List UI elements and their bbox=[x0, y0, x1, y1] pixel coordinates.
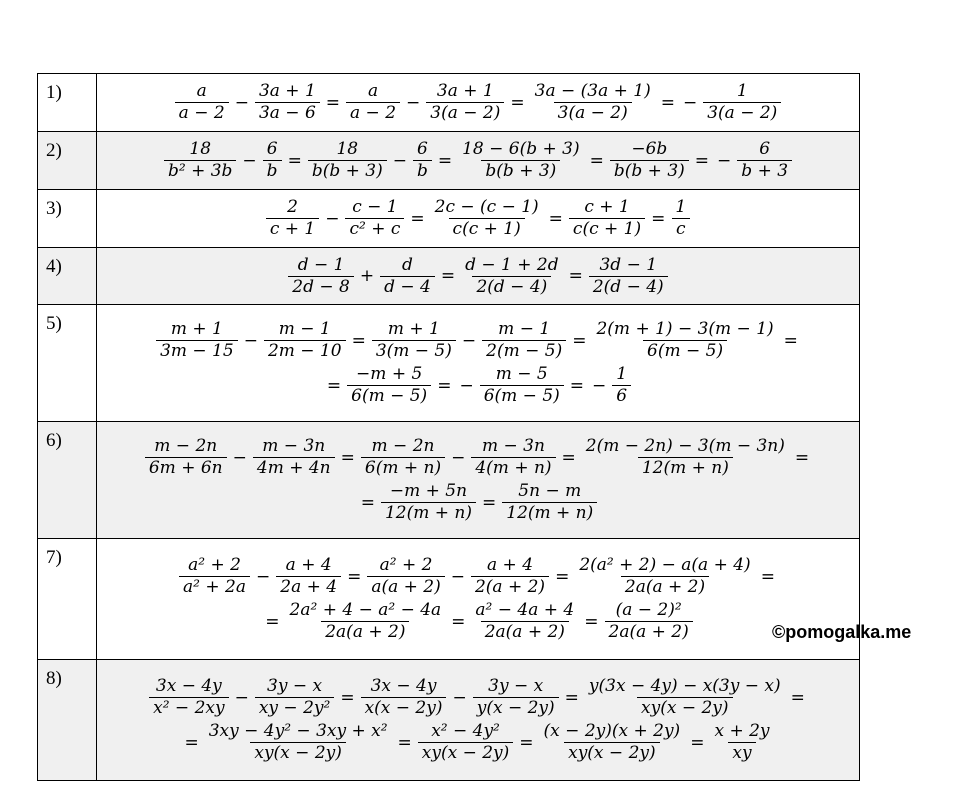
solution-expression bbox=[97, 190, 860, 248]
operator: = bbox=[584, 611, 599, 632]
numerator: x² − 4y² bbox=[431, 721, 500, 741]
numerator: 6 bbox=[759, 139, 771, 159]
numerator: 3xy − 4y² − 3xy + x² bbox=[208, 721, 388, 741]
fraction bbox=[540, 721, 685, 764]
numerator: 6 bbox=[417, 139, 428, 159]
fraction bbox=[589, 255, 668, 298]
fraction bbox=[473, 676, 559, 719]
operator: − bbox=[461, 330, 477, 351]
problem-row bbox=[38, 132, 860, 190]
operator: = bbox=[397, 732, 412, 753]
problem-row bbox=[38, 190, 860, 248]
equation-line bbox=[97, 81, 859, 124]
problem-number: 8) bbox=[38, 660, 97, 781]
numerator: m − 2n bbox=[154, 436, 218, 456]
fraction bbox=[381, 481, 476, 524]
operator: = bbox=[561, 447, 576, 468]
operator: − bbox=[234, 92, 249, 113]
denominator: 3m − 15 bbox=[156, 340, 238, 362]
numerator: 18 bbox=[189, 139, 212, 159]
solution-expression bbox=[97, 74, 860, 132]
numerator: (x − 2y)(x + 2y) bbox=[543, 721, 681, 741]
fraction bbox=[347, 364, 431, 407]
denominator: 3a − 6 bbox=[255, 102, 320, 124]
fraction bbox=[380, 255, 435, 298]
operator: − bbox=[392, 150, 407, 171]
denominator: 12(m + n) bbox=[502, 502, 597, 524]
operator: = bbox=[340, 687, 355, 708]
numerator: m − 1 bbox=[498, 319, 551, 339]
operator: = bbox=[694, 150, 710, 171]
denominator: xy bbox=[728, 742, 755, 764]
denominator: b + 3 bbox=[737, 160, 792, 182]
denominator: c(c + 1) bbox=[449, 218, 525, 240]
numerator: 3y − x bbox=[488, 676, 544, 696]
equation-line bbox=[97, 364, 859, 407]
fraction bbox=[205, 721, 392, 764]
denominator: x² − 2xy bbox=[149, 697, 228, 719]
equation-line bbox=[97, 676, 859, 719]
numerator: m − 1 bbox=[278, 319, 331, 339]
numerator: 3y − x bbox=[267, 676, 323, 696]
operator: = bbox=[510, 92, 525, 113]
fraction bbox=[345, 197, 404, 240]
denominator: a(a + 2) bbox=[367, 576, 444, 598]
fraction bbox=[502, 481, 597, 524]
numerator: m − 5 bbox=[495, 364, 548, 384]
problem-row bbox=[38, 660, 860, 781]
equation-line bbox=[97, 436, 859, 479]
equation-line bbox=[97, 197, 859, 240]
denominator: a² + 2a bbox=[179, 576, 250, 598]
watermark: ©pomogalka.me bbox=[772, 622, 912, 642]
operator: = bbox=[437, 150, 453, 171]
fraction bbox=[346, 81, 400, 124]
denominator: 6(m − 5) bbox=[347, 385, 431, 407]
numerator: a bbox=[196, 81, 207, 101]
numerator: 2(m + 1) − 3(m − 1) bbox=[596, 319, 774, 339]
denominator: a − 2 bbox=[175, 102, 229, 124]
fraction bbox=[710, 721, 773, 764]
fraction bbox=[149, 676, 228, 719]
fraction bbox=[367, 555, 444, 598]
solution-expression bbox=[97, 305, 860, 422]
operator: = bbox=[794, 447, 810, 468]
denominator: 12(m + n) bbox=[381, 502, 476, 524]
fraction bbox=[156, 319, 238, 362]
denominator: c bbox=[672, 218, 690, 240]
fraction bbox=[531, 81, 655, 124]
numerator: (a − 2)² bbox=[615, 600, 682, 620]
denominator: xy(x − 2y) bbox=[250, 742, 346, 764]
operator: = bbox=[184, 732, 199, 753]
numerator: 3x − 4y bbox=[155, 676, 222, 696]
denominator: 2a + 4 bbox=[276, 576, 341, 598]
fraction bbox=[372, 319, 456, 362]
numerator: a² + 2 bbox=[379, 555, 433, 575]
fraction bbox=[582, 436, 789, 479]
problem-number: 4) bbox=[38, 248, 97, 305]
denominator: 6 bbox=[612, 385, 631, 407]
solution-expression bbox=[97, 539, 860, 660]
denominator: a − 2 bbox=[346, 102, 400, 124]
numerator: 6 bbox=[266, 139, 278, 159]
fraction bbox=[737, 139, 792, 182]
numerator: d − 1 bbox=[297, 254, 345, 275]
fraction bbox=[276, 555, 341, 598]
operator: − bbox=[406, 92, 421, 113]
denominator: 2(d − 4) bbox=[472, 276, 551, 298]
denominator: 4(m + n) bbox=[471, 457, 555, 479]
denominator: 12(m + n) bbox=[638, 457, 733, 479]
denominator: 2(a + 2) bbox=[471, 576, 549, 598]
operator: = bbox=[651, 208, 666, 229]
problem-number: 2) bbox=[38, 132, 97, 190]
numerator: 3a + 1 bbox=[436, 81, 494, 101]
operator: = bbox=[437, 375, 452, 396]
operator: − bbox=[325, 208, 340, 229]
denominator: 2a(a + 2) bbox=[321, 621, 409, 643]
fraction bbox=[471, 600, 578, 643]
fraction bbox=[610, 139, 689, 182]
operator: = bbox=[783, 330, 798, 351]
fraction bbox=[308, 139, 387, 182]
numerator: 2 bbox=[287, 197, 298, 217]
numerator: 3d − 1 bbox=[599, 254, 658, 275]
numerator: −m + 5n bbox=[389, 481, 468, 501]
fraction bbox=[179, 555, 250, 598]
fraction bbox=[361, 436, 445, 479]
denominator: 2a(a + 2) bbox=[481, 621, 569, 643]
denominator: 4m + 4n bbox=[253, 457, 335, 479]
denominator: 3(a − 2) bbox=[426, 102, 504, 124]
operator: = bbox=[572, 330, 587, 351]
numerator: a² − 4a + 4 bbox=[475, 600, 575, 620]
fraction bbox=[703, 81, 781, 124]
fraction bbox=[264, 319, 346, 362]
numerator: m + 1 bbox=[387, 319, 440, 339]
operator: − bbox=[243, 330, 258, 351]
denominator: 2d − 8 bbox=[288, 276, 354, 298]
operator: = bbox=[265, 611, 280, 632]
fraction bbox=[266, 197, 319, 240]
operator: − bbox=[452, 687, 467, 708]
operator: − bbox=[242, 150, 257, 171]
operator: = bbox=[555, 566, 570, 587]
equation-line bbox=[97, 319, 859, 362]
operator: = bbox=[564, 687, 579, 708]
denominator: 6(m − 5) bbox=[643, 340, 727, 362]
denominator: c² + c bbox=[345, 218, 404, 240]
denominator: c + 1 bbox=[266, 218, 319, 240]
operator: − bbox=[451, 447, 466, 468]
denominator: b bbox=[413, 160, 432, 182]
fraction bbox=[605, 600, 693, 643]
operator: = bbox=[548, 208, 563, 229]
denominator: xy(x − 2y) bbox=[418, 742, 514, 764]
operator: − bbox=[717, 150, 732, 171]
fraction bbox=[288, 255, 354, 298]
operator: = bbox=[347, 566, 362, 587]
operator: = bbox=[340, 447, 355, 468]
fraction bbox=[592, 319, 777, 362]
denominator: b bbox=[263, 160, 282, 182]
operator: = bbox=[287, 150, 302, 171]
denominator: 2a(a + 2) bbox=[621, 576, 709, 598]
operator: − bbox=[232, 447, 247, 468]
operator: = bbox=[326, 375, 342, 396]
numerator: d bbox=[402, 254, 413, 275]
fraction bbox=[575, 555, 754, 598]
numerator: a + 4 bbox=[487, 555, 534, 575]
operator: + bbox=[359, 266, 375, 286]
solution-expression bbox=[97, 422, 860, 539]
operator: − bbox=[682, 92, 698, 113]
fraction bbox=[431, 197, 543, 240]
problem-number: 6) bbox=[38, 422, 97, 539]
numerator: 18 bbox=[336, 139, 359, 159]
operator: = bbox=[519, 732, 534, 753]
operator: = bbox=[790, 687, 805, 708]
operator: = bbox=[360, 492, 375, 513]
fraction bbox=[418, 721, 514, 764]
denominator: b(b + 3) bbox=[481, 160, 560, 182]
problem-number: 1) bbox=[38, 74, 97, 132]
numerator: m + 1 bbox=[170, 319, 223, 339]
operator: = bbox=[440, 266, 456, 286]
operator: − bbox=[234, 687, 249, 708]
operator: = bbox=[325, 92, 341, 113]
numerator: m − 2n bbox=[371, 436, 435, 456]
numerator: 3a + 1 bbox=[258, 81, 316, 101]
operator: = bbox=[690, 732, 705, 753]
numerator: 1 bbox=[736, 81, 748, 101]
solution-expression bbox=[97, 248, 860, 305]
denominator: xy(x − 2y) bbox=[637, 697, 733, 719]
problem-number: 7) bbox=[38, 539, 97, 660]
numerator: 3a − (3a + 1) bbox=[534, 81, 651, 101]
fraction bbox=[175, 81, 229, 124]
operator: = bbox=[410, 208, 425, 229]
equation-line bbox=[97, 600, 859, 643]
numerator: m − 3n bbox=[481, 436, 545, 456]
denominator: 6m + 6n bbox=[145, 457, 227, 479]
operator: = bbox=[589, 150, 604, 171]
numerator: y(3x − 4y) − x(3y − x) bbox=[588, 676, 781, 696]
numerator: −6b bbox=[631, 139, 668, 159]
operator: = bbox=[569, 375, 585, 396]
denominator: 6(m + n) bbox=[361, 457, 445, 479]
numerator: 2a² + 4 − a² − 4a bbox=[289, 600, 442, 620]
denominator: b(b + 3) bbox=[610, 160, 689, 182]
fraction bbox=[145, 436, 227, 479]
equation-line bbox=[97, 481, 859, 524]
problem-row bbox=[38, 305, 860, 422]
fraction bbox=[471, 436, 555, 479]
fraction bbox=[426, 81, 504, 124]
solution-expression bbox=[97, 132, 860, 190]
numerator: 2c − (c − 1) bbox=[434, 197, 539, 217]
equation-line bbox=[97, 255, 859, 298]
operator: − bbox=[256, 566, 271, 587]
numerator: a bbox=[367, 81, 379, 101]
denominator: x(x − 2y) bbox=[361, 697, 447, 719]
operator: = bbox=[760, 566, 775, 587]
denominator: 2m − 10 bbox=[264, 340, 346, 362]
problem-row bbox=[38, 539, 860, 660]
numerator: m − 3n bbox=[262, 436, 326, 456]
numerator: 1 bbox=[616, 364, 628, 384]
solution-expression bbox=[97, 660, 860, 781]
fraction bbox=[612, 364, 631, 407]
denominator: xy − 2y² bbox=[255, 697, 334, 719]
numerator: d − 1 + 2d bbox=[465, 254, 559, 275]
numerator: 2(m − 2n) − 3(m − 3n) bbox=[585, 436, 785, 456]
fraction bbox=[263, 139, 282, 182]
fraction bbox=[255, 81, 320, 124]
problem-row bbox=[38, 422, 860, 539]
equation-line bbox=[97, 721, 859, 764]
denominator: 2(d − 4) bbox=[589, 276, 668, 298]
fraction bbox=[671, 197, 690, 240]
fraction bbox=[255, 676, 334, 719]
numerator: x + 2y bbox=[714, 721, 770, 741]
denominator: 3(m − 5) bbox=[372, 340, 456, 362]
fraction bbox=[569, 197, 645, 240]
fraction bbox=[480, 364, 564, 407]
fraction bbox=[253, 436, 335, 479]
numerator: 18 − 6(b + 3) bbox=[462, 139, 580, 159]
denominator: 2(m − 5) bbox=[482, 340, 566, 362]
equation-line bbox=[97, 555, 859, 598]
denominator: c(c + 1) bbox=[569, 218, 645, 240]
problem-row bbox=[38, 248, 860, 305]
fraction bbox=[164, 139, 236, 182]
problem-row bbox=[38, 74, 860, 132]
fraction bbox=[471, 555, 549, 598]
numerator: a + 4 bbox=[285, 555, 332, 575]
numerator: a² + 2 bbox=[188, 555, 241, 575]
denominator: 6(m − 5) bbox=[480, 385, 564, 407]
operator: − bbox=[592, 375, 607, 396]
operator: = bbox=[660, 92, 675, 113]
denominator: 3(a − 2) bbox=[703, 102, 781, 124]
operator: = bbox=[568, 266, 583, 286]
fraction bbox=[286, 600, 446, 643]
equation-line bbox=[97, 139, 859, 182]
fraction bbox=[461, 255, 563, 298]
denominator: d − 4 bbox=[380, 276, 435, 298]
numerator: −m + 5 bbox=[356, 364, 423, 384]
problem-number: 3) bbox=[38, 190, 97, 248]
denominator: b² + 3b bbox=[164, 160, 236, 182]
denominator: xy(x − 2y) bbox=[564, 742, 660, 764]
numerator: c + 1 bbox=[584, 197, 630, 217]
denominator: 2a(a + 2) bbox=[605, 621, 693, 643]
numerator: 3x − 4y bbox=[370, 676, 437, 696]
denominator: 3(a − 2) bbox=[554, 102, 632, 124]
numerator: 1 bbox=[675, 197, 687, 217]
denominator: y(x − 2y) bbox=[473, 697, 559, 719]
fraction bbox=[458, 139, 584, 182]
operator: − bbox=[450, 566, 465, 587]
numerator: c − 1 bbox=[352, 197, 398, 217]
operator: = bbox=[482, 492, 497, 513]
solutions-table bbox=[37, 73, 860, 781]
operator: = bbox=[451, 611, 466, 632]
numerator: 2(a² + 2) − a(a + 4) bbox=[579, 555, 751, 575]
fraction bbox=[413, 139, 432, 182]
numerator: 5n − m bbox=[518, 481, 582, 501]
problem-number: 5) bbox=[38, 305, 97, 422]
fraction bbox=[482, 319, 566, 362]
denominator: b(b + 3) bbox=[308, 160, 387, 182]
fraction bbox=[585, 676, 785, 719]
fraction bbox=[361, 676, 447, 719]
operator: − bbox=[459, 375, 474, 396]
operator: = bbox=[351, 330, 366, 351]
